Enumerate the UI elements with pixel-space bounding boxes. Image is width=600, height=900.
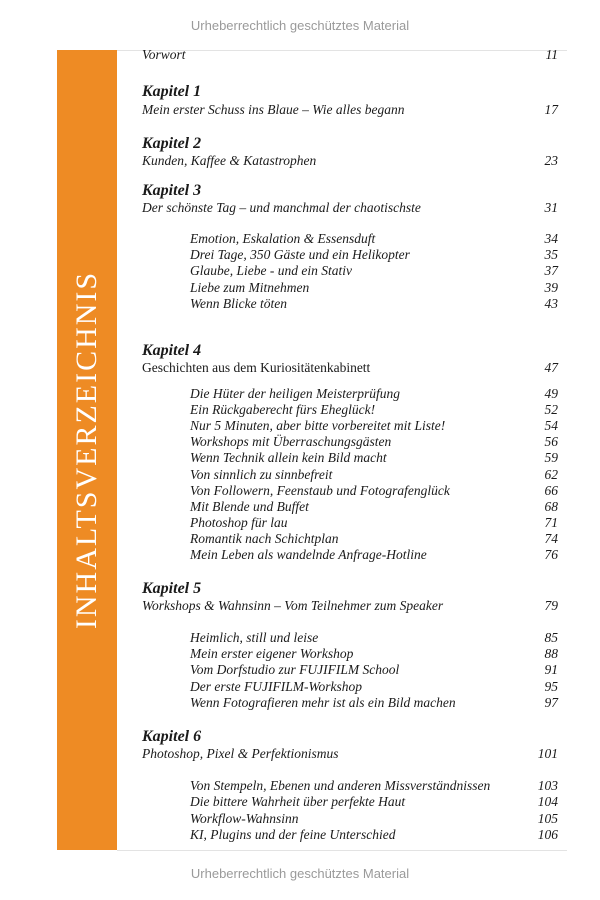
bottom-rule (117, 850, 567, 851)
entry-title: Heimlich, still und leise (190, 630, 319, 645)
entry-page: 31 (544, 200, 558, 215)
entry-title: Kunden, Kaffee & Katastrophen (142, 153, 317, 168)
entry-page: 103 (537, 778, 558, 793)
entry-title: Workshops mit Überraschungsgästen (190, 434, 392, 449)
entry-page: 39 (544, 280, 558, 295)
entry-title: Vom Dorfstudio zur FUJIFILM School (190, 662, 400, 677)
toc-entry-section[interactable] (190, 280, 558, 296)
entry-title: Romantik nach Schichtplan (190, 531, 339, 546)
entry-page: 35 (544, 247, 558, 262)
toc-entry-section[interactable] (190, 778, 558, 794)
toc-entry-section[interactable] (190, 483, 558, 499)
entry-page: 101 (537, 746, 558, 761)
toc-entry-section[interactable] (190, 515, 558, 531)
toc-entry-chapter[interactable] (142, 200, 558, 216)
toc-entry-section[interactable] (190, 679, 558, 695)
toc-entry-section[interactable] (190, 434, 558, 450)
chapter-heading: Kapitel 5 (142, 580, 202, 597)
entry-page: 54 (544, 418, 558, 433)
entry-page: 17 (544, 102, 558, 117)
toc-entry-section[interactable] (190, 531, 558, 547)
entry-page: 79 (544, 598, 558, 613)
entry-title: Ein Rückgaberecht fürs Eheglück! (190, 402, 376, 417)
entry-title: Der erste FUJIFILM-Workshop (190, 679, 362, 694)
entry-page: 104 (537, 794, 558, 809)
chapter-heading: Kapitel 3 (142, 182, 202, 199)
chapter-heading: Kapitel 2 (142, 135, 202, 152)
toc-title: INHALTSVERZEICHNIS (70, 270, 103, 630)
entry-title: Workshops & Wahnsinn – Vom Teilnehmer zum Speaker (142, 598, 444, 613)
entry-page: 106 (537, 827, 558, 842)
entry-title: Die bittere Wahrheit über perfekte Haut (190, 794, 406, 809)
entry-title: Wenn Fotografieren mehr ist als ein Bild machen (190, 695, 456, 710)
entry-page: 85 (544, 630, 558, 645)
toc-entry-section[interactable] (190, 827, 558, 843)
entry-title: Photoshop, Pixel & Perfektionismus (142, 746, 339, 761)
toc-entry-section[interactable] (190, 547, 558, 563)
entry-page: 97 (544, 695, 558, 710)
toc-entry-section[interactable] (190, 450, 558, 466)
toc-entry-section[interactable] (190, 695, 558, 711)
entry-title: Geschichten aus dem Kuriositätenkabinett (142, 360, 371, 375)
toc-entry-section[interactable] (190, 231, 558, 247)
entry-page: 37 (544, 263, 558, 278)
toc-entry-section[interactable] (190, 499, 558, 515)
entry-title: Glaube, Liebe - und ein Stativ (190, 263, 352, 278)
toc-entry-section[interactable] (190, 386, 558, 402)
entry-page: 105 (537, 811, 558, 826)
toc-entry-chapter[interactable] (142, 153, 558, 169)
toc-entry-section[interactable] (190, 467, 558, 483)
entry-title: Wenn Technik allein kein Bild macht (190, 450, 387, 465)
entry-title: Wenn Blicke töten (190, 296, 287, 311)
chapter-heading: Kapitel 1 (142, 83, 202, 100)
entry-page: 68 (544, 499, 558, 514)
entry-page: 59 (544, 450, 558, 465)
toc-entry-chapter[interactable] (142, 102, 558, 118)
entry-page: 47 (544, 360, 558, 375)
entry-title: Von Followern, Feenstaub und Fotografenglück (190, 483, 450, 498)
entry-title: Emotion, Eskalation & Essensduft (190, 231, 376, 246)
toc-entry-section[interactable] (190, 630, 558, 646)
entry-page: 66 (544, 483, 558, 498)
entry-page: 52 (544, 402, 558, 417)
toc-entry-section[interactable] (190, 646, 558, 662)
entry-title: Drei Tage, 350 Gäste und ein Helikopter (190, 247, 410, 262)
entry-title: Mein erster Schuss ins Blaue – Wie alles begann (142, 102, 405, 117)
entry-title: Mein Leben als wandelnde Anfrage-Hotline (190, 547, 427, 562)
entry-page: 95 (544, 679, 558, 694)
toc-entry-section[interactable] (190, 296, 558, 312)
toc-entry-section[interactable] (190, 247, 558, 263)
entry-page: 49 (544, 386, 558, 401)
entry-title: Der schönste Tag – und manchmal der chaotischste (142, 200, 421, 215)
entry-page: 74 (544, 531, 558, 546)
entry-page: 62 (544, 467, 558, 482)
entry-title: Photoshop für lau (190, 515, 288, 530)
entry-title: Die Hüter der heiligen Meisterprüfung (190, 386, 400, 401)
entry-title: Mein erster eigener Workshop (190, 646, 354, 661)
entry-title: Mit Blende und Buffet (190, 499, 309, 514)
entry-page: 11 (545, 47, 558, 62)
entry-title: Nur 5 Minuten, aber bitte vorbereitet mit Liste! (190, 418, 446, 433)
entry-page: 23 (544, 153, 558, 168)
toc-sidebar (57, 50, 117, 850)
entry-page: 91 (544, 662, 558, 677)
entry-title: Von sinnlich zu sinnbefreit (190, 467, 333, 482)
entry-page: 76 (544, 547, 558, 562)
toc-entry-section[interactable] (190, 402, 558, 418)
chapter-heading: Kapitel 4 (142, 342, 202, 359)
entry-page: 43 (544, 296, 558, 311)
entry-title: KI, Plugins und der feine Unterschied (190, 827, 396, 842)
entry-title: Liebe zum Mitnehmen (190, 280, 310, 295)
entry-title: Von Stempeln, Ebenen und anderen Missverständnissen (190, 778, 491, 793)
toc-entry-section[interactable] (190, 811, 558, 827)
entry-page: 88 (544, 646, 558, 661)
chapter-heading: Kapitel 6 (142, 728, 202, 745)
watermark-bottom: Urheberrechtlich geschütztes Material (190, 866, 410, 881)
entry-page: 71 (544, 515, 558, 530)
toc-entry-section[interactable] (190, 263, 558, 279)
toc-entry-section[interactable] (190, 794, 558, 810)
entry-page: 56 (544, 434, 558, 449)
toc-entry-vorwort[interactable] (142, 47, 558, 63)
entry-page: 34 (544, 231, 558, 246)
toc-entry-section[interactable] (190, 418, 558, 434)
entry-title: Vorwort (142, 47, 186, 62)
toc-entry-section[interactable] (190, 662, 558, 678)
toc-entry-chapter[interactable] (142, 360, 558, 376)
toc-entry-chapter[interactable] (142, 598, 558, 614)
entry-title: Workflow-Wahnsinn (190, 811, 299, 826)
watermark-top: Urheberrechtlich geschütztes Material (190, 18, 410, 33)
toc-entry-chapter[interactable] (142, 746, 558, 762)
